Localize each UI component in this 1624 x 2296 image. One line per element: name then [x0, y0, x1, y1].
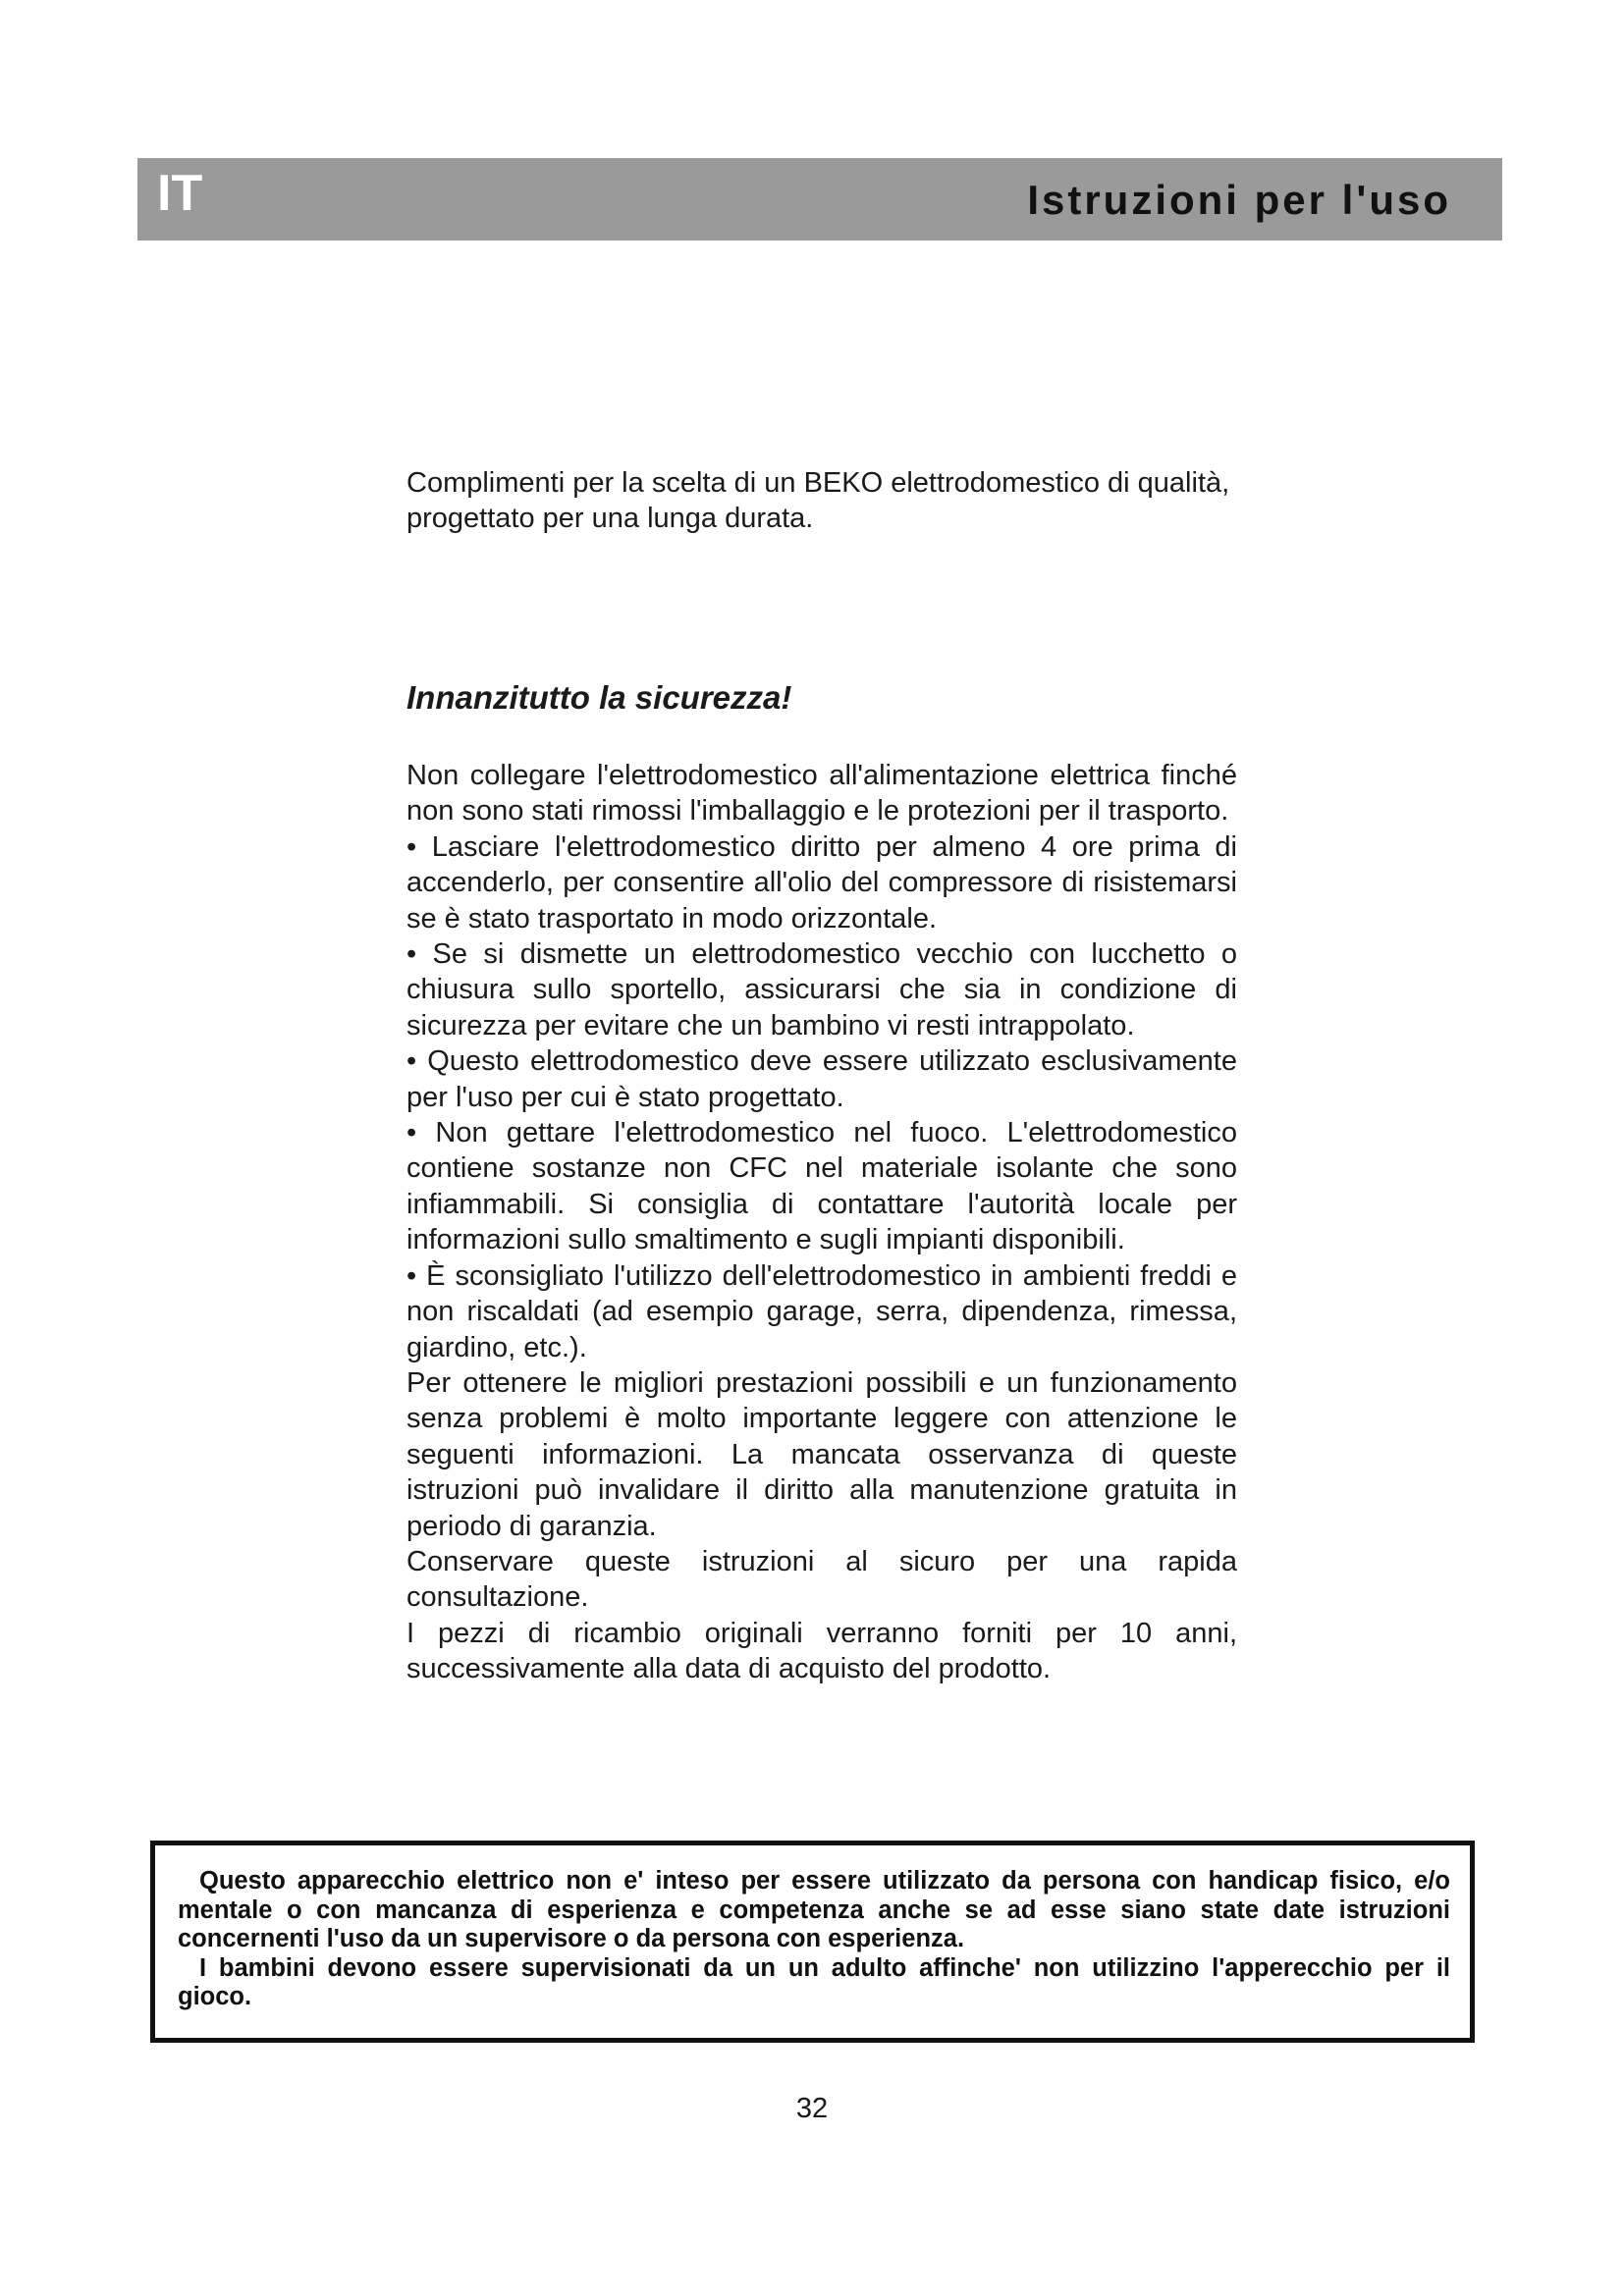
intro-text: Complimenti per la scelta di un BEKO elettrodomestico di qualità, progettato per una lunga durata. [406, 467, 1230, 534]
safety-paragraph: I pezzi di ricambio originali verranno forniti per 10 anni, successivamente alla data di acquisto del prodotto. [406, 1617, 1237, 1685]
section-title: Innanzitutto la sicurezza! [406, 679, 792, 716]
safety-paragraph: Per ottenere le migliori prestazioni possibili e un funzionamento senza problemi è molto importante leggere con attenzione le seguenti informazioni. La mancata osservanza di queste istruzioni può invalidare il diritto alla manutenzione gratuita in periodo di garanzia. [406, 1366, 1237, 1542]
safety-bullet: • Non gettare l'elettrodomestico nel fuoco. L'elettrodomestico contiene sostanze non CFC nel materiale isolante che sono infiammabili. Si consiglia di contattare l'autorità locale per informazioni sullo smaltimento e sugli impianti disponibili. [406, 1117, 1237, 1256]
page-number: 32 [795, 2093, 829, 2124]
header-bar [137, 158, 1502, 240]
safety-bullet: • Lasciare l'elettrodomestico diritto per almeno 4 ore prima di accenderlo, per consentire all'olio del compressore di risistemarsi se è stato trasportato in modo orizzontale. [406, 830, 1237, 934]
safety-bullet: • Questo elettrodomestico deve essere utilizzato esclusivamente per l'uso per cui è stato progettato. [406, 1045, 1237, 1113]
warning-box [150, 1841, 1475, 2043]
warning-paragraph: Questo apparecchio elettrico non e' inteso per essere utilizzato da persona con handicap fisico, e/o mentale o con mancanza di esperienza e competenza anche se ad esse siano state date istruzioni concernenti l'uso da un supervisore o da persona con esperienza. [178, 1867, 1450, 1952]
safety-bullet: • È sconsigliato l'utilizzo dell'elettrodomestico in ambienti freddi e non riscaldati (ad esempio garage, serra, dipendenza, rimessa, giardino, etc.). [406, 1259, 1237, 1363]
warning-paragraph: I bambini devono essere supervisionati da un un adulto affinche' non utilizzino l'apperecchio per il gioco. [178, 1953, 1450, 2010]
language-code: IT [157, 165, 203, 222]
page-title: Istruzioni per l'uso [1027, 177, 1451, 223]
safety-instructions [406, 758, 1237, 1687]
safety-bullet: • Se si dismette un elettrodomestico vecchio con lucchetto o chiusura sullo sportello, assicurarsi che sia in condizione di sicurezza per evitare che un bambino vi resti intrappolato. [406, 938, 1237, 1041]
safety-paragraph: Conservare queste istruzioni al sicuro per una rapida consultazione. [406, 1545, 1237, 1614]
safety-paragraph: Non collegare l'elettrodomestico all'alimentazione elettrica finché non sono stati rimossi l'imballaggio e le protezioni per il trasporto. [406, 760, 1237, 828]
